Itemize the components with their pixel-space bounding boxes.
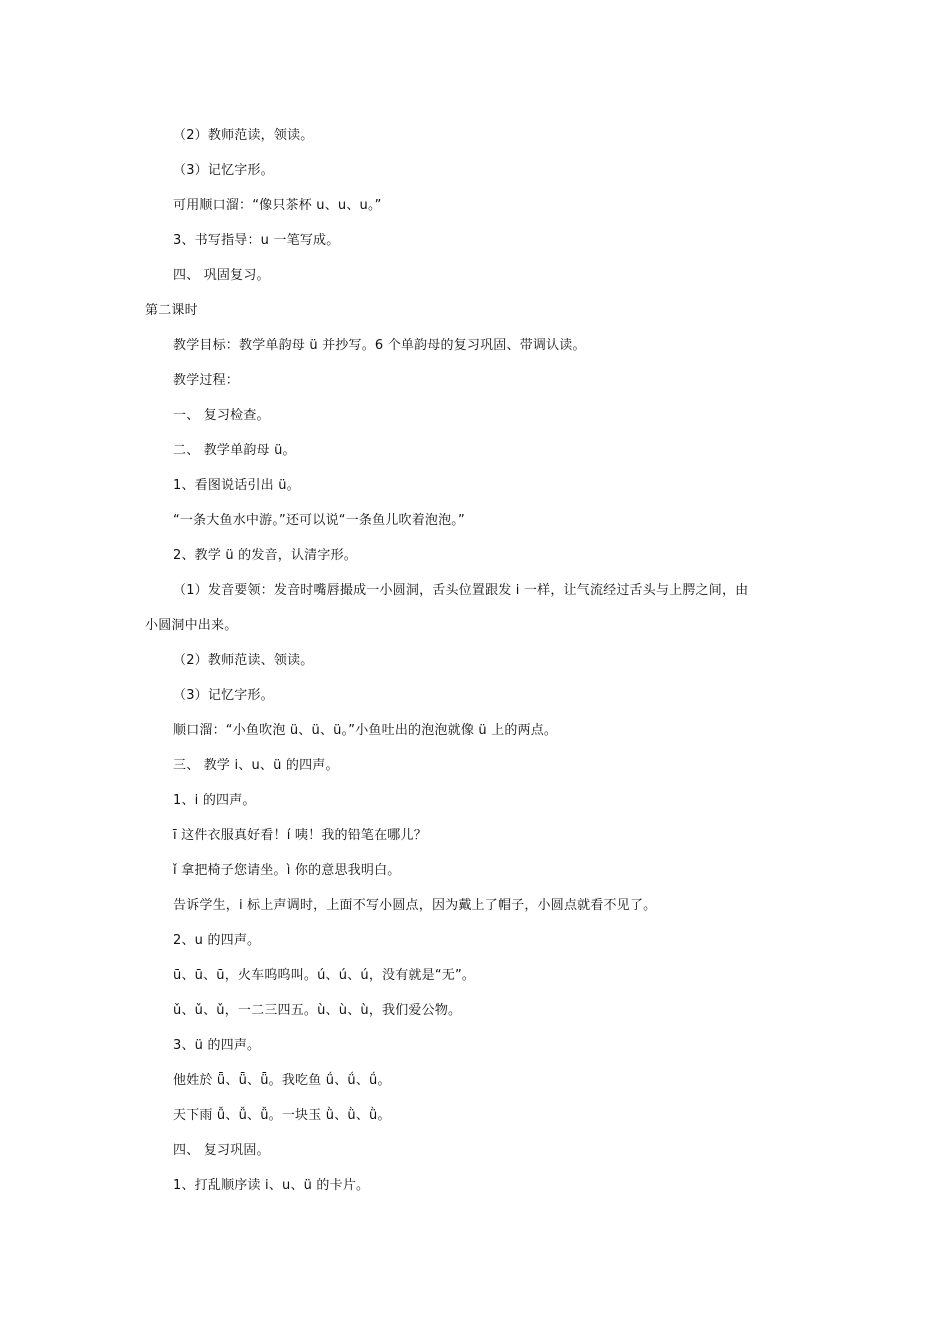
text-line: ī 这件衣服真好看！í 咦！我的铅笔在哪儿？ <box>173 828 427 843</box>
text-line: 1、i 的四声。 <box>173 793 256 808</box>
text-line: 2、教学 ü 的发音，认清字形。 <box>173 548 357 563</box>
text-line: ǔ、ǔ、ǔ，一二三四五。ù、ù、ù，我们爱公物。 <box>173 1003 462 1018</box>
text-line: 1、看图说话引出 ü。 <box>173 478 300 493</box>
text-line: 3、书写指导：u 一笔写成。 <box>173 233 340 248</box>
text-line: ū、ū、ū，火车呜呜叫。ú、ú、ú，没有就是“无”。 <box>173 968 476 983</box>
text-line: 教学过程： <box>173 373 240 388</box>
section-heading: 四、 复习巩固。 <box>173 1143 270 1158</box>
text-line: （3）记忆字形。 <box>173 163 274 178</box>
text-line: ǐ 拿把椅子您请坐。ì 你的意思我明白。 <box>173 863 401 878</box>
text-line: 可用顺口溜：“像只茶杯 u、u、u。” <box>173 198 382 213</box>
text-line: （2）教师范读、领读。 <box>173 653 314 668</box>
text-line: 2、u 的四声。 <box>173 933 261 948</box>
text-line: 1、打乱顺序读 i、u、ü 的卡片。 <box>173 1178 370 1193</box>
text-line: “一条大鱼水中游。”还可以说“一条鱼儿吹着泡泡。” <box>173 513 465 528</box>
text-line: （3）记忆字形。 <box>173 688 274 703</box>
text-line: 他姓於 ǖ、ǖ、ǖ。我吃鱼 ǘ、ǘ、ǘ。 <box>173 1073 391 1088</box>
text-line: 告诉学生，i 标上声调时，上面不写小圆点，因为戴上了帽子，小圆点就看不见了。 <box>173 898 657 913</box>
text-line: 3、ü 的四声。 <box>173 1038 261 1053</box>
text-line: 顺口溜：“小鱼吹泡 ü、ü、ü。”小鱼吐出的泡泡就像 ü 上的两点。 <box>173 723 558 738</box>
lesson-title: 第二课时 <box>145 303 198 318</box>
text-line: 天下雨 ǚ、ǚ、ǚ。一块玉 ǜ、ǜ、ǜ。 <box>173 1108 391 1123</box>
text-line: （1）发音要领：发音时嘴唇撮成一小圆洞，舌头位置跟发 i 一样，让气流经过舌头与上腭之间，由 <box>173 583 749 598</box>
text-line: （2）教师范读，领读。 <box>173 128 314 143</box>
section-heading: 四、 巩固复习。 <box>173 268 270 283</box>
section-heading: 三、 教学 i、u、ü 的四声。 <box>173 758 339 773</box>
section-heading: 二、 教学单韵母 ü。 <box>173 443 296 458</box>
section-heading: 一、 复习检查。 <box>173 408 270 423</box>
text-line: 小圆洞中出来。 <box>145 618 238 633</box>
teaching-goal: 教学目标：教学单韵母 ü 并抄写。6 个单韵母的复习巩固、带调认读。 <box>173 338 586 353</box>
